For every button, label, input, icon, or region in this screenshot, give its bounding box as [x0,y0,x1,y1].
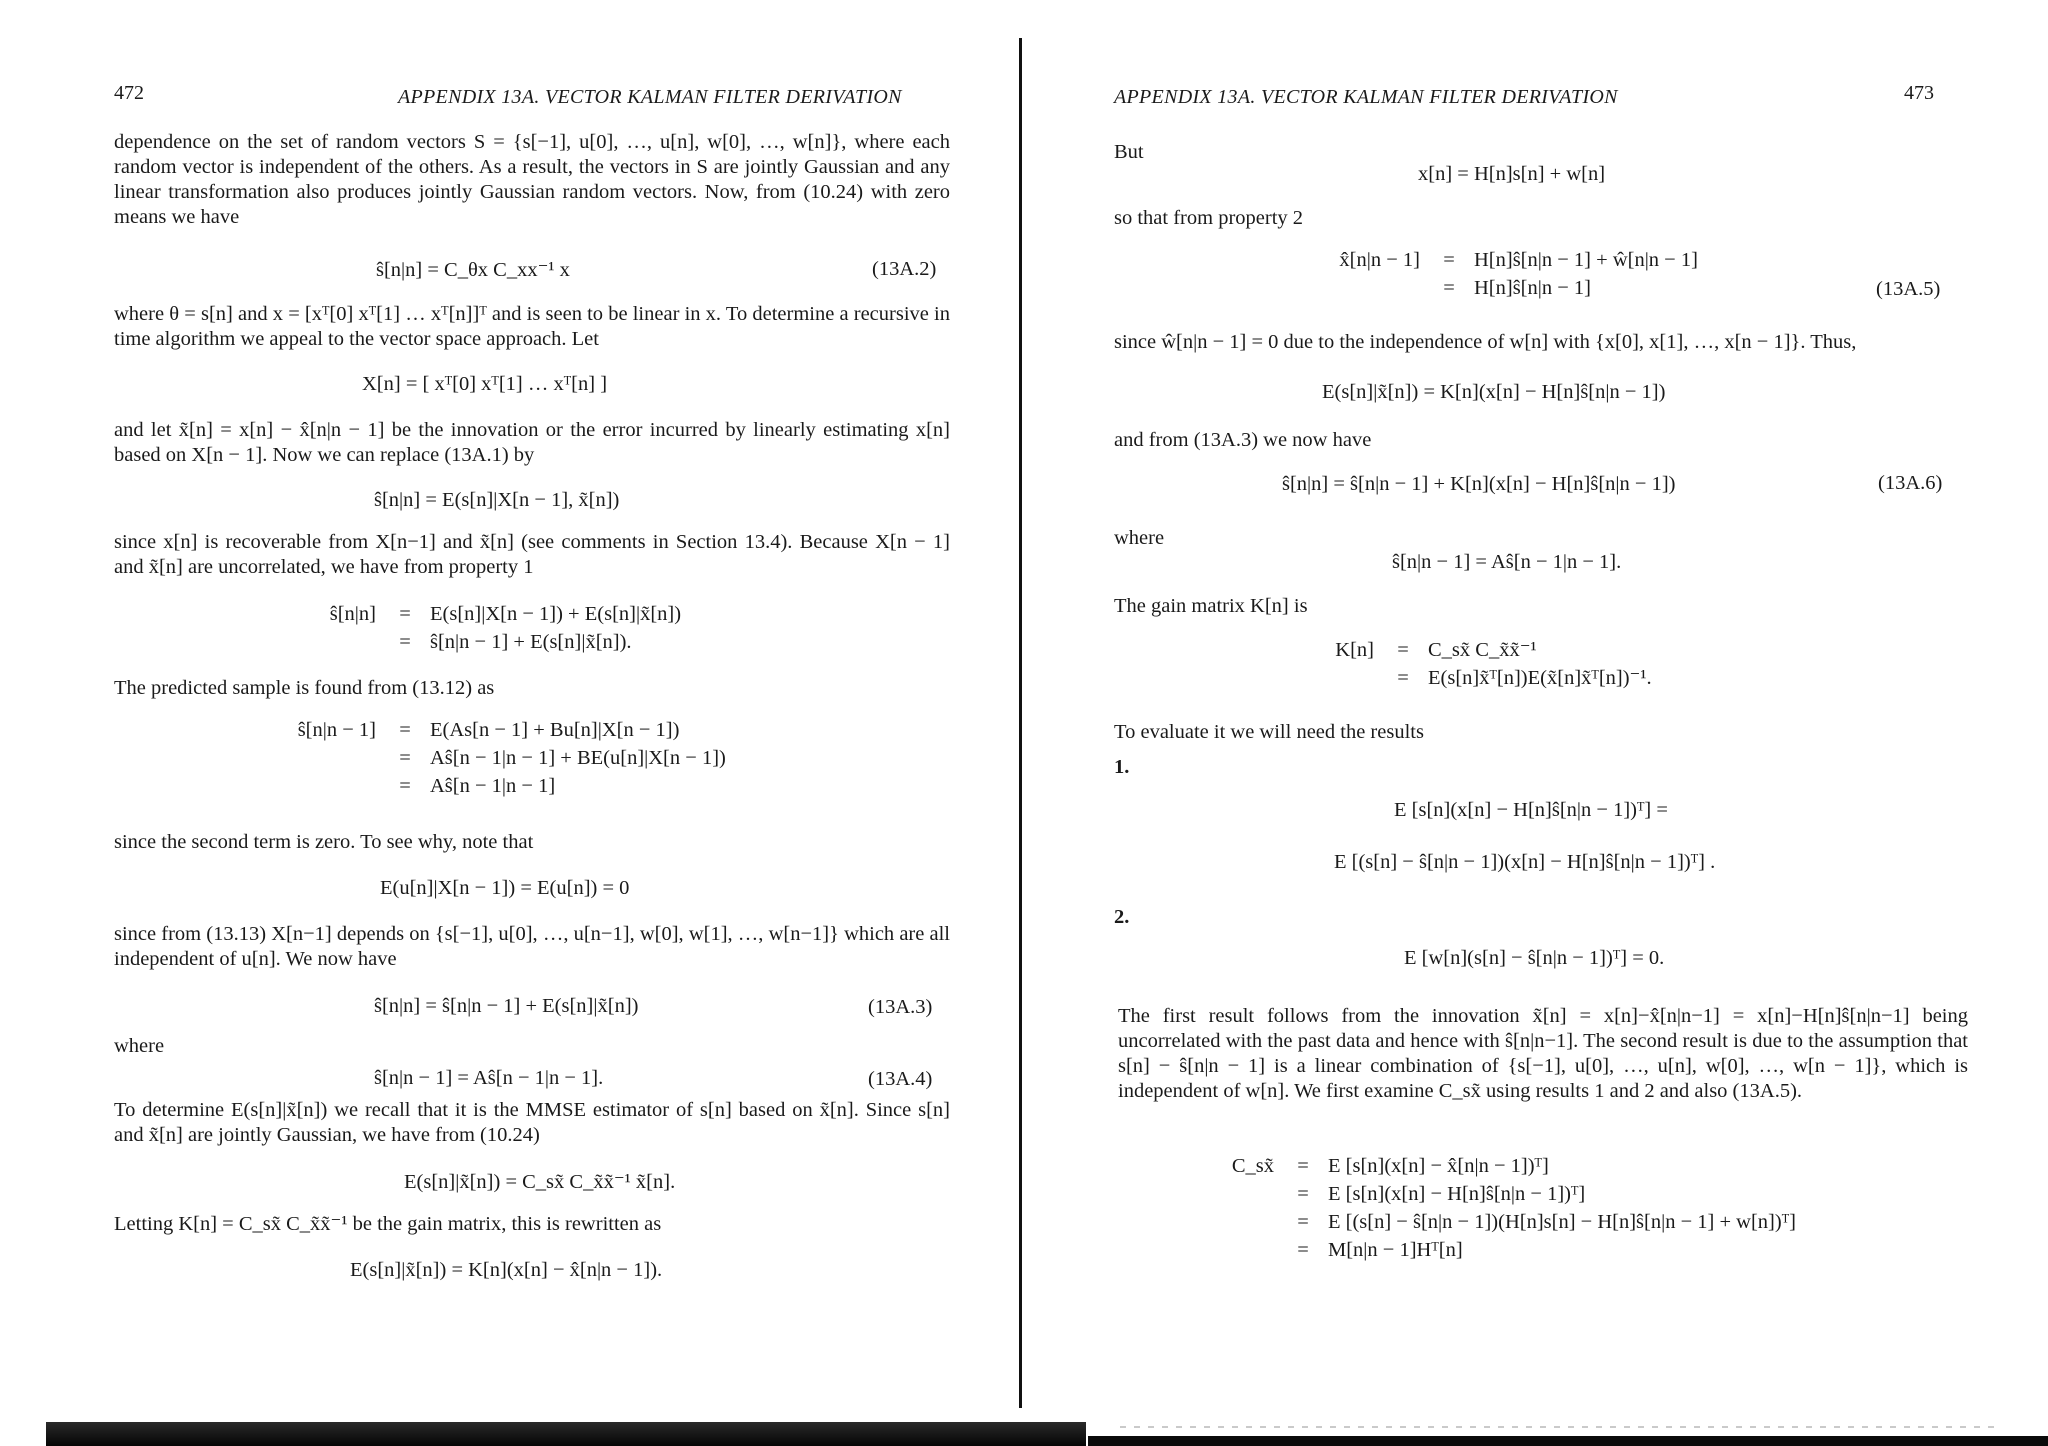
equation: E(s[n]|x̃[n]) = C_sx̃ C_x̃x̃⁻¹ x̃[n]. [404,1171,676,1193]
paragraph: since the second term is zero. To see why, note that [114,831,534,853]
page-number: 472 [114,82,144,104]
equation-row: x̂[n|n − 1] = H[n]ŝ[n|n − 1] + ŵ[n|n − 1] [1339,249,1698,271]
paragraph: dependence on the set of random vectors S = {s[−1], u[0], …, u[n], w[0], …, w[n]}, where each random vector is independent of the others. As a result, the vectors in S are jointly Gaussian and any linear transformation also produces jointly Gaussian random vectors. Now, from (10.24) with zero means we have [114,131,950,228]
equation: ŝ[n|n] = C_θx C_xx⁻¹ x [376,259,570,281]
equation: E(s[n]|x̃[n]) = K[n](x[n] − x̂[n|n − 1]). [350,1259,663,1281]
where-label: where [1114,527,1165,549]
paragraph: and let x̃[n] = x[n] − x̂[n|n − 1] be the innovation or the error incurred by linearly estimating x[n] based on X[n − 1]. Now we can replace (13A.1) by [114,419,950,466]
equation-block [1324,636,1652,692]
paragraph: The gain matrix K[n] is [1114,595,1308,617]
equation-block [280,600,681,656]
equation-row: K[n] = C_sx̃ C_x̃x̃⁻¹ [1335,639,1537,661]
equation-row: = E [(s[n] − ŝ[n|n − 1])(H[n]s[n] − H[n]ŝ[n|n − 1] + w[n])ᵀ] [1297,1211,1796,1233]
equation-row: = M[n|n − 1]Hᵀ[n] [1297,1239,1463,1261]
equation: ŝ[n|n] = E(s[n]|X[n − 1], x̃[n]) [374,489,620,511]
paragraph: To evaluate it we will need the results [1114,721,1424,743]
paragraph: The first result follows from the innovation x̃[n] = x[n]−x̂[n|n−1] = x[n]−H[n]ŝ[n|n−1] being uncorrelated with the past data and hence with ŝ[n|n−1]. The second result is due to the assumption that s[n] − ŝ[n|n − 1] is a linear combination of {s[−1], u[0], …, u[n], w[0], …, w[n − 1]}, which is independent of w[n]. We first examine C_sx̃ using results 1 and 2 and also (13A.5). [1118,1005,1968,1102]
right-page [1024,0,2048,1446]
equation-number: (13A.2) [872,258,937,280]
equation-row: = Aŝ[n − 1|n − 1] + BE(u[n]|X[n − 1]) [399,747,726,769]
equation: ŝ[n|n − 1] = Aŝ[n − 1|n − 1]. [1392,551,1622,573]
paragraph: But [1114,141,1144,163]
paragraph: where θ = s[n] and x = [xᵀ[0] xᵀ[1] … xᵀ[n]]ᵀ and is seen to be linear in x. To determine a recursive in time algorithm we appeal to the vector space approach. Let [114,303,950,350]
equation-number: (13A.4) [868,1068,933,1090]
equation: ŝ[n|n] = ŝ[n|n − 1] + K[n](x[n] − H[n]ŝ[n|n − 1]) [1282,473,1676,495]
page-number: 473 [1904,82,1934,104]
equation: E [w[n](s[n] − ŝ[n|n − 1])ᵀ] = 0. [1404,947,1665,969]
equation-row: = H[n]ŝ[n|n − 1] [1443,277,1592,299]
equation: ŝ[n|n − 1] = Aŝ[n − 1|n − 1]. [374,1067,604,1089]
running-head: APPENDIX 13A. VECTOR KALMAN FILTER DERIVATION [398,86,902,108]
where-label: where [114,1035,165,1057]
equation-row: ŝ[n|n − 1] = E(As[n − 1] + Bu[n]|X[n − 1]) [297,719,680,741]
equation: E [(s[n] − ŝ[n|n − 1])(x[n] − H[n]ŝ[n|n − 1])ᵀ] . [1334,851,1716,873]
scan-noise [1120,1426,2000,1428]
equation-number: (13A.6) [1878,472,1943,494]
equation: x[n] = H[n]s[n] + w[n] [1418,163,1606,185]
equation: E [s[n](x[n] − H[n]ŝ[n|n − 1])ᵀ] = [1394,799,1668,821]
equation-block [1214,1152,1796,1264]
paragraph: since from (13.13) X[n−1] depends on {s[−1], u[0], …, u[n−1], w[0], w[1], …, w[n−1]} which are all independent of u[n]. We now have [114,923,950,970]
paragraph: The predicted sample is found from (13.12) as [114,677,495,699]
equation-row: = ŝ[n|n − 1] + E(s[n]|x̃[n]). [399,631,632,653]
equation-block [1314,246,1698,302]
paragraph: since x[n] is recoverable from X[n−1] and x̃[n] (see comments in Section 13.4). Because X[n − 1] and x̃[n] are uncorrelated, we have from property 1 [114,531,950,578]
result-label-1: 1. [1114,756,1130,778]
equation-number: (13A.5) [1876,278,1941,300]
equation-block [262,716,726,800]
paragraph: Letting K[n] = C_sx̃ C_x̃x̃⁻¹ be the gain matrix, this is rewritten as [114,1213,662,1235]
equation-row: = E [s[n](x[n] − H[n]ŝ[n|n − 1])ᵀ] [1297,1183,1586,1205]
equation: E(u[n]|X[n − 1]) = E(u[n]) = 0 [380,877,630,899]
running-head: APPENDIX 13A. VECTOR KALMAN FILTER DERIVATION [1114,86,1618,108]
equation-row: = E(s[n]x̃ᵀ[n])E(x̃[n]x̃ᵀ[n])⁻¹. [1397,667,1652,689]
equation-row: C_sx̃ = E [s[n](x[n] − x̂[n|n − 1])ᵀ] [1231,1155,1549,1177]
scan-shadow-left [46,1422,1086,1446]
page-gutter [1019,38,1022,1408]
paragraph: so that from property 2 [1114,207,1304,229]
paragraph: since ŵ[n|n − 1] = 0 due to the independence of w[n] with {x[0], x[1], …, x[n − 1]}. Thus, [1114,331,1857,353]
scan-shadow-right [1088,1436,2048,1446]
paragraph: To determine E(s[n]|x̃[n]) we recall that it is the MMSE estimator of s[n] based on x̃[n]. Since s[n] and x̃[n] are jointly Gaussian, we have from (10.24) [114,1099,950,1146]
equation-row: ŝ[n|n] = E(s[n]|X[n − 1]) + E(s[n]|x̃[n]) [329,603,682,625]
equation: ŝ[n|n] = ŝ[n|n − 1] + E(s[n]|x̃[n]) [374,995,639,1017]
equation-row: = Aŝ[n − 1|n − 1] [399,775,556,797]
paragraph: and from (13A.3) we now have [1114,429,1372,451]
equation: E(s[n]|x̃[n]) = K[n](x[n] − H[n]ŝ[n|n − 1]) [1322,381,1666,403]
result-label-2: 2. [1114,906,1130,928]
equation: X[n] = [ xᵀ[0] xᵀ[1] … xᵀ[n] ] [362,373,608,395]
equation-number: (13A.3) [868,996,933,1018]
